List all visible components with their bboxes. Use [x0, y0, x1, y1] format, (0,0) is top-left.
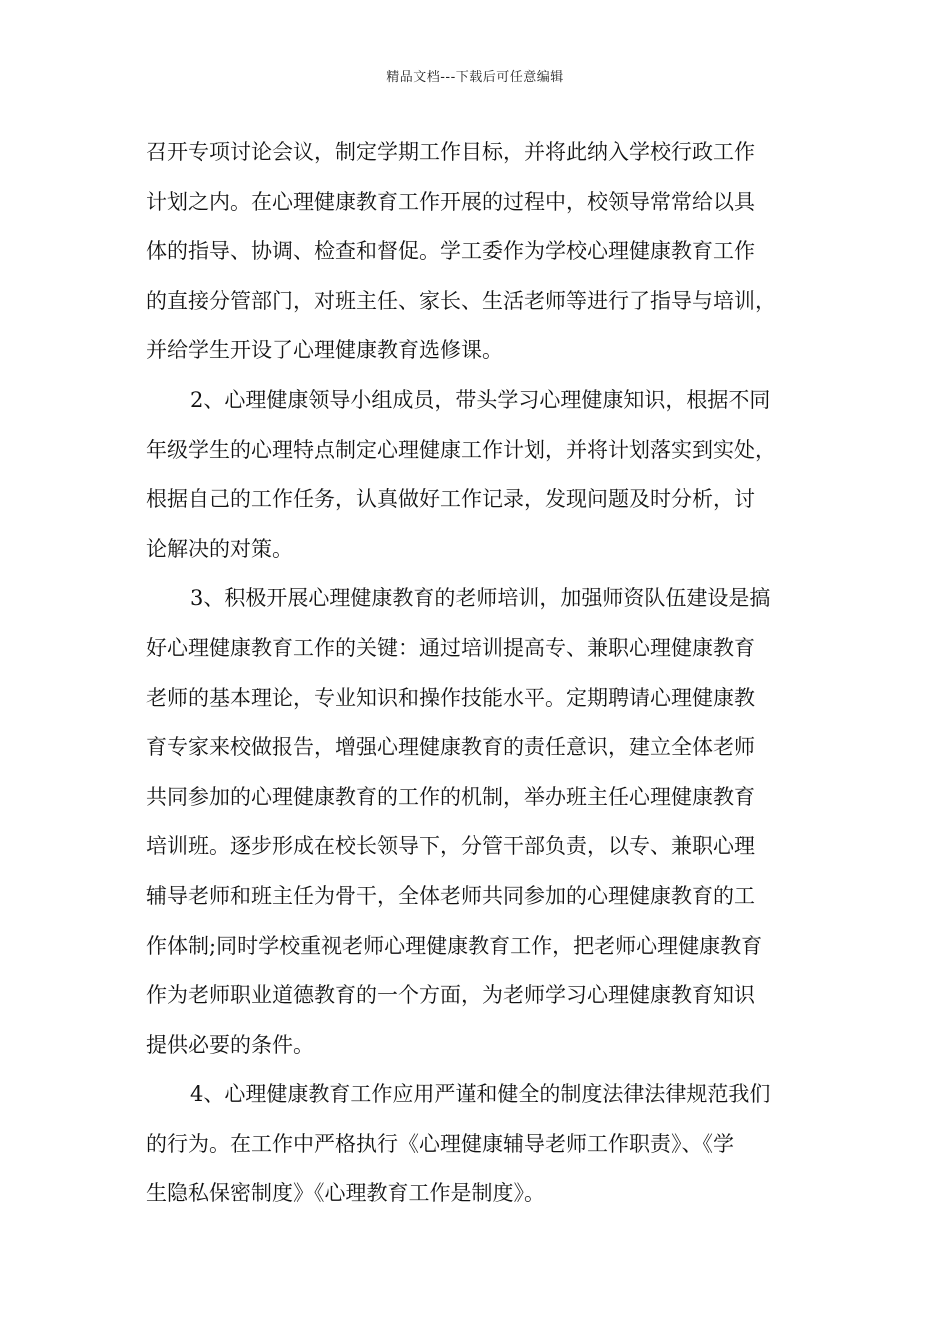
text-line: 的行为。在工作中严格执行《心理健康辅导老师工作职责》、《学 [146, 1131, 734, 1156]
text-line: 育专家来校做报告，增强心理健康教育的责任意识，建立全体老师 [146, 735, 755, 760]
paragraph-1 [146, 128, 818, 376]
text-line: 计划之内。在心理健康教育工作开展的过程中，校领导常常给以具 [146, 189, 755, 214]
text-line: 老师的基本理论，专业知识和操作技能水平。定期聘请心理健康教 [146, 685, 755, 710]
text-line: 4、心理健康教育工作应用严谨和健全的制度法律法律规范我们 [190, 1082, 771, 1107]
text-line: 并给学生开设了心理健康教育选修课。 [146, 338, 503, 363]
text-line: 作为老师职业道德教育的一个方面，为老师学习心理健康教育知识 [146, 983, 755, 1008]
document-body [146, 128, 818, 1219]
paragraph-3 [146, 574, 818, 1070]
page-header: 精品文档---下载后可任意编辑 [386, 70, 564, 85]
text-line: 年级学生的心理特点制定心理健康工作计划，并将计划落实到实处， [146, 437, 776, 462]
text-line: 2、心理健康领导小组成员，带头学习心理健康知识，根据不同 [190, 387, 771, 412]
text-line: 根据自己的工作任务，认真做好工作记录，发现问题及时分析，讨 [146, 487, 755, 512]
paragraph-4 [146, 1070, 818, 1219]
text-line: 论解决的对策。 [146, 536, 293, 561]
text-line: 辅导老师和班主任为骨干，全体老师共同参加的心理健康教育的工 [146, 883, 755, 908]
text-line: 的直接分管部门，对班主任、家长、生活老师等进行了指导与培训， [146, 288, 776, 313]
text-line: 3、积极开展心理健康教育的老师培训，加强师资队伍建设是搞 [190, 586, 771, 611]
paragraph-2 [146, 376, 818, 574]
text-line: 共同参加的心理健康教育的工作的机制，举办班主任心理健康教育 [146, 784, 755, 809]
text-line: 作体制;同时学校重视老师心理健康教育工作，把老师心理健康教育 [146, 933, 763, 958]
text-line: 体的指导、协调、检查和督促。学工委作为学校心理健康教育工作 [146, 239, 755, 264]
text-line: 提供必要的条件。 [146, 1032, 314, 1057]
text-line: 好心理健康教育工作的关键：通过培训提高专、兼职心理健康教育 [146, 635, 755, 660]
text-line: 召开专项讨论会议，制定学期工作目标，并将此纳入学校行政工作 [146, 140, 755, 164]
text-line: 生隐私保密制度》《心理教育工作是制度》。 [146, 1181, 545, 1206]
text-line: 培训班。逐步形成在校长领导下，分管干部负责，以专、兼职心理 [146, 834, 755, 859]
